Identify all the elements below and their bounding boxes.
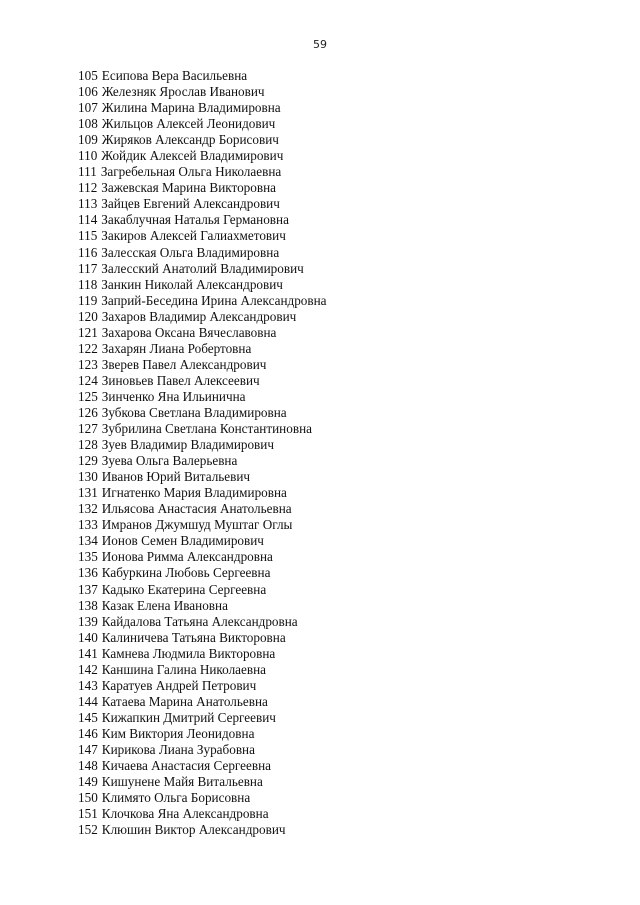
list-item <box>78 662 327 678</box>
entry-number: 150 <box>78 790 98 806</box>
entry-number: 142 <box>78 661 98 677</box>
entry-number: 144 <box>78 693 98 709</box>
list-item <box>78 164 327 180</box>
list-item <box>78 100 327 116</box>
entry-name: Ильясова Анастасия Анатольевна <box>101 501 292 517</box>
entry-name: Зиновьев Павел Алексеевич <box>101 372 260 388</box>
entry-name: Зажевская Марина Викторовна <box>101 180 277 196</box>
entry-number: 112 <box>78 180 98 196</box>
list-item <box>78 341 327 357</box>
entry-number: 122 <box>78 340 98 356</box>
entry-name: Залесская Ольга Владимировна <box>101 244 280 260</box>
entry-name: Кабуркина Любовь Сергеевна <box>101 565 271 581</box>
list-item <box>78 453 327 469</box>
entry-number: 139 <box>78 613 98 629</box>
list-item <box>78 325 327 341</box>
list-item <box>78 212 327 228</box>
entry-number: 133 <box>78 517 98 533</box>
entry-number: 137 <box>78 581 98 597</box>
entry-number: 135 <box>78 549 98 565</box>
entry-name: Жилина Марина Владимировна <box>101 100 281 116</box>
entry-number: 146 <box>78 725 98 741</box>
entry-name: Клочкова Яна Александровна <box>101 806 269 822</box>
entry-name: Каншина Галина Николаевна <box>101 661 267 677</box>
entry-name: Захаров Владимир Александрович <box>101 308 297 324</box>
list-item <box>78 180 327 196</box>
entry-name: Зайцев Евгений Александрович <box>101 196 280 212</box>
entry-name: Ионова Римма Александровна <box>101 549 273 565</box>
entry-name: Кайдалова Татьяна Александровна <box>101 613 298 629</box>
entry-number: 152 <box>78 822 98 838</box>
entry-name: Кичаева Анастасия Сергеевна <box>101 758 271 774</box>
entry-number: 123 <box>78 356 98 372</box>
entry-number: 105 <box>78 68 98 83</box>
entry-name: Закаблучная Наталья Германовна <box>101 212 289 228</box>
entry-name: Зуев Владимир Владимирович <box>101 437 274 453</box>
entry-number: 141 <box>78 645 98 661</box>
list-item <box>78 517 327 533</box>
entry-name: Имранов Джумшуд Муштаг Оглы <box>101 517 293 533</box>
entry-number: 111 <box>78 164 97 180</box>
entry-number: 138 <box>78 597 98 613</box>
list-item <box>78 806 327 822</box>
entry-name: Есипова Вера Васильевна <box>101 68 248 83</box>
entry-number: 106 <box>78 84 98 100</box>
list-item <box>78 116 327 132</box>
entry-name: Кишунене Майя Витальевна <box>101 774 263 790</box>
entry-name: Кирикова Лиана Зурабовна <box>101 741 255 757</box>
entry-number: 134 <box>78 533 98 549</box>
list-item <box>78 485 327 501</box>
entry-number: 121 <box>78 324 98 340</box>
list-item <box>78 261 327 277</box>
entry-name: Казак Елена Ивановна <box>101 597 228 613</box>
list-item <box>78 598 327 614</box>
entry-number: 127 <box>78 421 98 437</box>
entry-name: Захарян Лиана Робертовна <box>101 340 252 356</box>
list-item <box>78 309 327 325</box>
entry-number: 129 <box>78 453 98 469</box>
entry-number: 108 <box>78 116 98 132</box>
entry-name: Иванов Юрий Витальевич <box>101 469 251 485</box>
list-item <box>78 245 327 261</box>
entry-number: 125 <box>78 388 98 404</box>
list-item <box>78 726 327 742</box>
list-item <box>78 678 327 694</box>
list-item <box>78 694 327 710</box>
entry-name: Залесский Анатолий Владимирович <box>101 260 304 276</box>
list-item <box>78 742 327 758</box>
list-item <box>78 758 327 774</box>
list-item <box>78 710 327 726</box>
entry-number: 128 <box>78 437 98 453</box>
list-item <box>78 196 327 212</box>
entry-name: Загребельная Ольга Николаевна <box>100 164 282 180</box>
list-item <box>78 373 327 389</box>
entry-number: 148 <box>78 758 98 774</box>
entry-number: 124 <box>78 372 98 388</box>
list-item <box>78 277 327 293</box>
entry-number: 151 <box>78 806 98 822</box>
entry-name: Железняк Ярослав Иванович <box>101 84 265 100</box>
list-item <box>78 148 327 164</box>
list-item <box>78 549 327 565</box>
entry-name: Ким Виктория Леонидовна <box>101 725 255 741</box>
entry-name: Клюшин Виктор Александрович <box>101 822 286 838</box>
entry-number: 136 <box>78 565 98 581</box>
entry-name: Климято Ольга Борисовна <box>101 790 251 806</box>
list-item <box>78 132 327 148</box>
entry-number: 140 <box>78 629 98 645</box>
entry-name: Камнева Людмила Викторовна <box>101 645 276 661</box>
list-item <box>78 228 327 244</box>
entry-name: Зуева Ольга Валерьевна <box>101 453 238 469</box>
entry-name: Зубрилина Светлана Константиновна <box>101 421 312 437</box>
entry-number: 116 <box>78 244 98 260</box>
entry-name: Катаева Марина Анатольевна <box>101 693 268 709</box>
entry-number: 115 <box>78 228 98 244</box>
entry-name: Жойдик Алексей Владимирович <box>101 148 284 164</box>
entry-name: Захарова Оксана Вячеславовна <box>101 324 277 340</box>
entry-number: 110 <box>78 148 98 164</box>
entry-number: 118 <box>78 276 98 292</box>
entry-number: 145 <box>78 709 98 725</box>
list-item <box>78 469 327 485</box>
page-number: 59 <box>313 38 327 51</box>
entry-number: 109 <box>78 132 98 148</box>
list-item <box>78 646 327 662</box>
entry-name: Занкин Николай Александрович <box>101 276 283 292</box>
entry-number: 132 <box>78 501 98 517</box>
entry-name: Кижапкин Дмитрий Сергеевич <box>101 709 276 725</box>
entry-number: 126 <box>78 404 98 420</box>
entry-name: Ионов Семен Владимирович <box>101 533 264 549</box>
list-item <box>78 293 327 309</box>
list-item <box>78 533 327 549</box>
list-item <box>78 582 327 598</box>
entry-name: Заприй-Беседина Ирина Александровна <box>101 292 327 308</box>
list-item <box>78 774 327 790</box>
entry-number: 131 <box>78 485 98 501</box>
entry-number: 149 <box>78 774 98 790</box>
entry-name: Жиряков Александр Борисович <box>101 132 279 148</box>
entry-name: Жильцов Алексей Леонидович <box>101 116 276 132</box>
entry-name: Кадыко Екатерина Сергеевна <box>101 581 267 597</box>
entry-number: 107 <box>78 100 98 116</box>
list-item <box>78 421 327 437</box>
entry-name: Зубкова Светлана Владимировна <box>101 404 287 420</box>
list-item <box>78 501 327 517</box>
list-item <box>78 84 327 100</box>
entry-number: 120 <box>78 308 98 324</box>
list-item <box>78 630 327 646</box>
entry-name: Каратуев Андрей Петрович <box>101 677 257 693</box>
entry-number: 143 <box>78 677 98 693</box>
entry-name: Зверев Павел Александрович <box>101 356 267 372</box>
entry-number: 114 <box>78 212 98 228</box>
entry-name: Зинченко Яна Ильинична <box>101 388 246 404</box>
entry-number: 147 <box>78 741 98 757</box>
entry-name: Закиров Алексей Галиахметович <box>101 228 286 244</box>
entry-name: Игнатенко Мария Владимировна <box>101 485 287 501</box>
list-item <box>78 614 327 630</box>
name-list <box>78 68 327 838</box>
entry-name: Калиничева Татьяна Викторовна <box>101 629 286 645</box>
list-item <box>78 790 327 806</box>
list-item <box>78 389 327 405</box>
entry-number: 113 <box>78 196 98 212</box>
list-item <box>78 565 327 581</box>
entry-number: 117 <box>78 260 98 276</box>
list-item <box>78 822 327 838</box>
entry-number: 119 <box>78 292 98 308</box>
list-item <box>78 437 327 453</box>
list-item <box>78 357 327 373</box>
entry-number: 130 <box>78 469 98 485</box>
list-item <box>78 68 327 84</box>
list-item <box>78 405 327 421</box>
